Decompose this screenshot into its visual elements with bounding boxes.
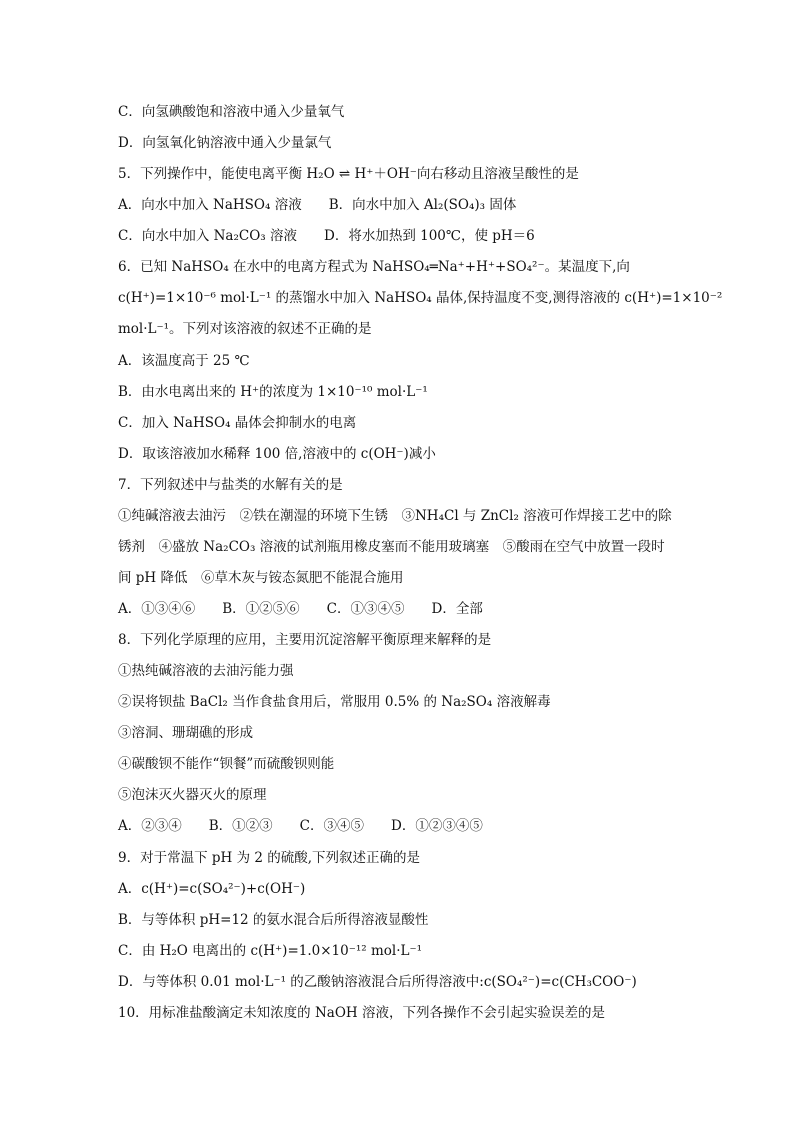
- question-7-items-line3: 间 pH 降低 ⑥草木灰与铵态氮肥不能混合施用: [118, 570, 404, 586]
- question-8-item-1: ①热纯碱溶液的去油污能力强: [118, 663, 294, 679]
- question-9-stem: 9．对于常温下 pH 为 2 的硫酸,下列叙述正确的是: [118, 850, 421, 866]
- question-9-option-c: C．由 H₂O 电离出的 c(H⁺)=1.0×10⁻¹² mol·L⁻¹: [118, 943, 423, 959]
- question-6-stem-line1: 6．已知 NaHSO₄ 在水中的电离方程式为 NaHSO₄═Na⁺+H⁺+SO₄²⁻。某温度下,向: [118, 259, 630, 275]
- question-5-options-cd: C．向水中加入 Na₂CO₃ 溶液 D．将水加热到 100℃，使 pH＝6: [118, 228, 535, 244]
- question-7-items-line2: 锈剂 ④盛放 Na₂CO₃ 溶液的试剂瓶用橡皮塞而不能用玻璃塞 ⑤酸雨在空气中放置一段时: [118, 539, 665, 555]
- question-6-option-b: B．由水电离出来的 H⁺的浓度为 1×10⁻¹⁰ mol·L⁻¹: [118, 384, 428, 400]
- question-6-stem-line3: mol·L⁻¹。下列对该溶液的叙述不正确的是: [118, 321, 372, 337]
- question-5-stem: 5．下列操作中，能使电离平衡 H₂O ⇌ H⁺＋OH⁻向右移动且溶液呈酸性的是: [118, 166, 579, 182]
- question-7-stem: 7．下列叙述中与盐类的水解有关的是: [118, 477, 343, 493]
- question-7-options: A．①③④⑥ B．①②⑤⑥ C．①③④⑤ D．全部: [118, 601, 483, 617]
- question-6-stem-line2: c(H⁺)=1×10⁻⁶ mol·L⁻¹ 的蒸馏水中加入 NaHSO₄ 晶体,保持温度不变,测得溶液的 c(H⁺)=1×10⁻²: [118, 290, 723, 306]
- question-8-item-3: ③溶洞、珊瑚礁的形成: [118, 725, 253, 741]
- question-9-option-a: A．c(H⁺)=c(SO₄²⁻)+c(OH⁻): [118, 881, 306, 897]
- question-8-options: A．②③④ B．①②③ C．③④⑤ D．①②③④⑤: [118, 818, 483, 834]
- question-8-item-5: ⑤泡沫灭火器灭火的原理: [118, 787, 267, 803]
- question-8-item-4: ④碳酸钡不能作“钡餐”而硫酸钡则能: [118, 756, 335, 772]
- question-8-item-2: ②误将钡盐 BaCl₂ 当作食盐食用后，常服用 0.5% 的 Na₂SO₄ 溶液解毒: [118, 694, 551, 710]
- question-9-option-d: D．与等体积 0.01 mol·L⁻¹ 的乙酸钠溶液混合后所得溶液中:c(SO₄²⁻)=c(CH₃COO⁻): [118, 974, 637, 990]
- question-7-items-line1: ①纯碱溶液去油污 ②铁在潮湿的环境下生锈 ③NH₄Cl 与 ZnCl₂ 溶液可作焊接工艺中的除: [118, 508, 672, 524]
- option-c-q4: C．向氢碘酸饱和溶液中通入少量氧气: [118, 104, 345, 120]
- option-d-q4: D．向氢氧化钠溶液中通入少量氯气: [118, 135, 332, 151]
- question-9-option-b: B．与等体积 pH=12 的氨水混合后所得溶液显酸性: [118, 912, 429, 928]
- question-6-option-a: A．该温度高于 25 ℃: [118, 353, 250, 369]
- question-10-stem: 10．用标准盐酸滴定未知浓度的 NaOH 溶液，下列各操作不会引起实验误差的是: [118, 1005, 605, 1021]
- question-6-option-c: C．加入 NaHSO₄ 晶体会抑制水的电离: [118, 415, 357, 431]
- question-8-stem: 8．下列化学原理的应用，主要用沉淀溶解平衡原理来解释的是: [118, 632, 492, 648]
- question-6-option-d: D．取该溶液加水稀释 100 倍,溶液中的 c(OH⁻)减小: [118, 446, 436, 462]
- question-5-options-ab: A．向水中加入 NaHSO₄ 溶液 B．向水中加入 Al₂(SO₄)₃ 固体: [118, 197, 517, 213]
